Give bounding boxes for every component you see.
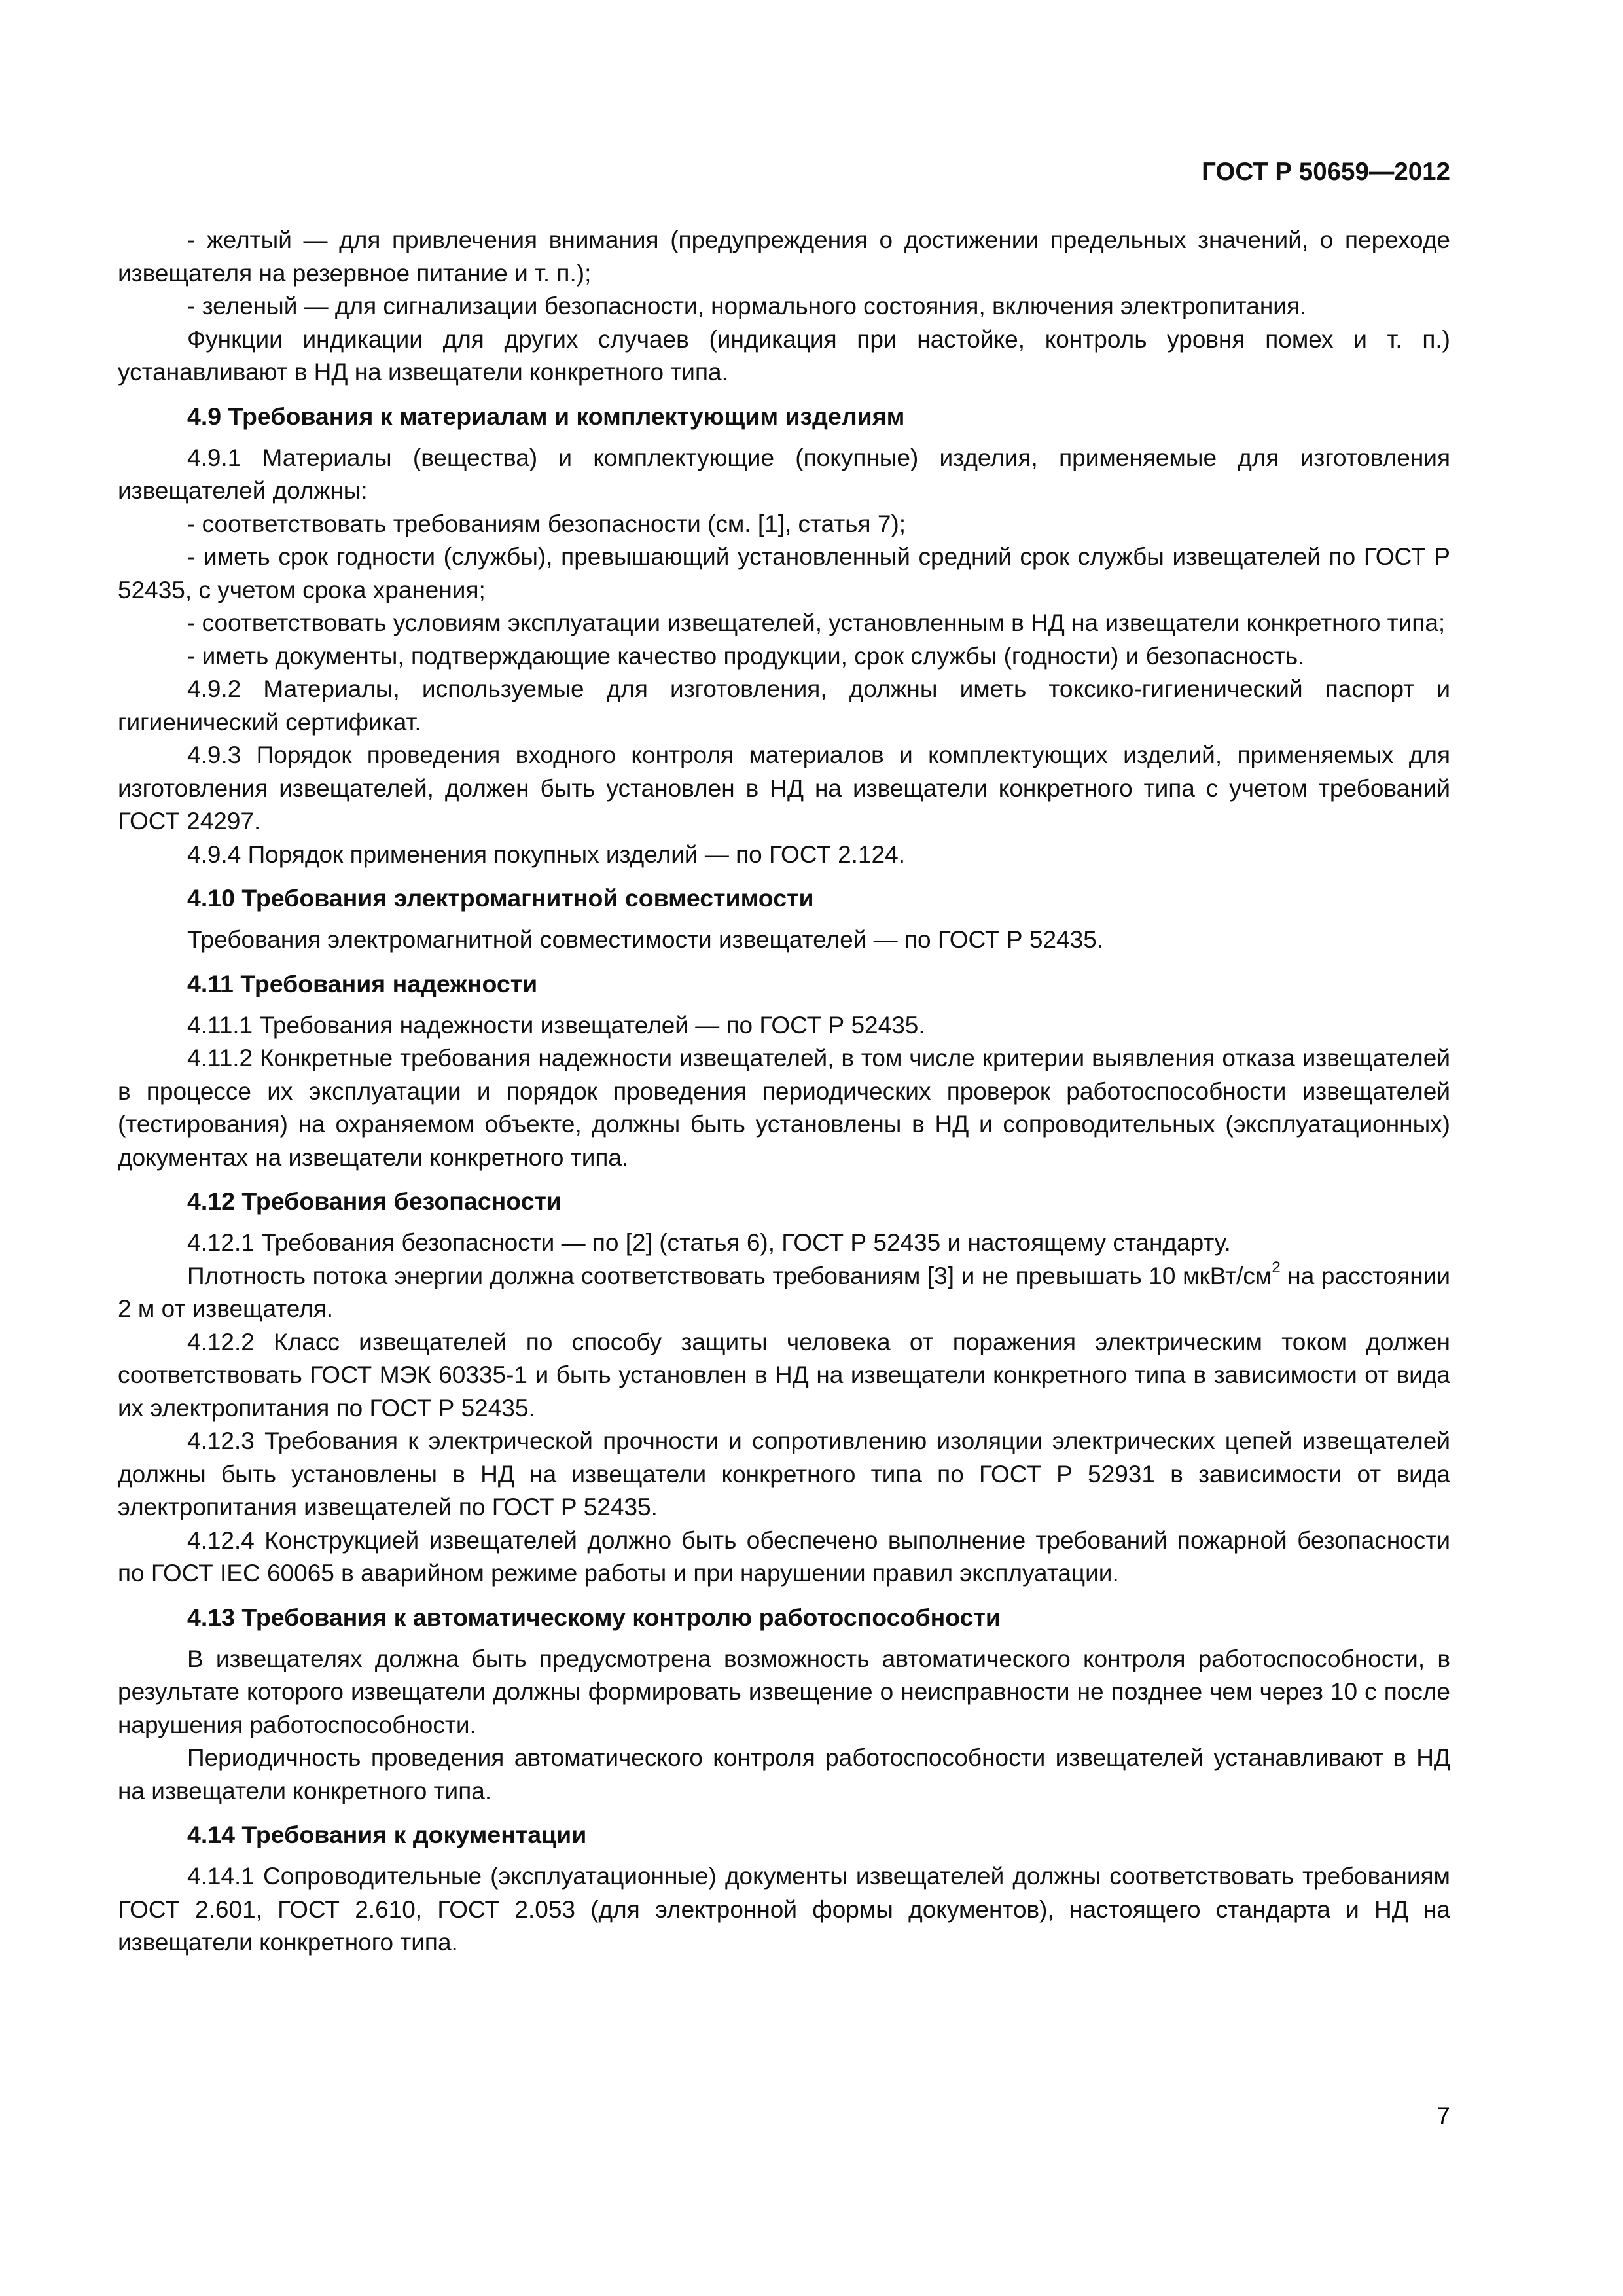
paragraph-yellow: - желтый — для привлечения внимания (предупреждения о достижении предельных значений, о переходе извещателя на резервное питание и т. п.); xyxy=(118,226,1450,287)
paragraph-4-12-2: 4.12.2 Класс извещателей по способу защиты человека от поражения электрическим током должен соответствовать ГОСТ МЭК 60335-1 и быть установлен в НД на извещатели конкретного типа в зависимости от вида их электропитания по ГОСТ Р 52435. xyxy=(118,1328,1450,1422)
section-heading-4-14: 4.14 Требования к документации xyxy=(187,1821,587,1848)
energy-density-text: Плотность потока энергии должна соответствовать требованиям [3] и не превышать 10 мкВт/см xyxy=(187,1262,1272,1289)
section-heading-4-10: 4.10 Требования электромагнитной совместимости xyxy=(187,884,814,912)
energy-density-distance: на расстоянии 2 м от извещателя. xyxy=(118,1262,1451,1322)
section-heading-4-9: 4.9 Требования к материалам и комплектующим изделиям xyxy=(187,402,905,430)
paragraph-4-10: Требования электромагнитной совместимости извещателей — по ГОСТ Р 52435. xyxy=(187,926,1104,953)
paragraph-energy-density xyxy=(118,1260,1450,1326)
list-item-documents: - иметь документы, подтверждающие качество продукции, срок службы (годности) и безопасность. xyxy=(187,642,1305,670)
list-item-shelf-life: - иметь срок годности (службы), превышающий установленный средний срок службы извещателей по ГОСТ Р 52435, с учетом срока хранения; xyxy=(118,543,1450,603)
paragraph-green: - зеленый — для сигнализации безопасности, нормального состояния, включения электропитания. xyxy=(187,293,1307,319)
paragraph-4-12-1: 4.12.1 Требования безопасности — по [2] (статья 6), ГОСТ Р 52435 и настоящему стандарту. xyxy=(187,1229,1231,1256)
section-heading-4-12: 4.12 Требования безопасности xyxy=(187,1187,562,1215)
paragraph-4-12-3: 4.12.3 Требования к электрической прочности и сопротивлению изоляции электрических цепей извещателей должны быть установлены в НД на извещатели конкретного типа по ГОСТ Р 52931 в зависимости от вида электропитания извещателей по ГОСТ Р 52435. xyxy=(118,1427,1450,1520)
paragraph-4-13-a: В извещателях должна быть предусмотрена возможность автоматического контроля работоспособности, в результате которого извещатели должны формировать извещение о неисправности не позднее чем через 10 с после нарушения работоспособности. xyxy=(118,1645,1450,1738)
page-number: 7 xyxy=(1436,2102,1450,2129)
paragraph-4-9-2: 4.9.2 Материалы, используемые для изготовления, должны иметь токсико-гигиенический паспорт и гигиенический сертификат. xyxy=(118,675,1450,736)
paragraph-4-11-1: 4.11.1 Требования надежности извещателей — по ГОСТ Р 52435. xyxy=(187,1011,925,1039)
paragraph-4-14-1: 4.14.1 Сопроводительные (эксплуатационные) документы извещателей должны соответствовать требованиям ГОСТ 2.601, ГОСТ 2.610, ГОСТ 2.053 (для электронной формы документов), настоящего стандарта и НД на извещатели конкретного типа. xyxy=(118,1863,1450,1956)
paragraph-4-9-1: 4.9.1 Материалы (вещества) и комплектующие (покупные) изделия, применяемые для изготовления извещателей должны: xyxy=(118,444,1450,504)
list-item-conditions: - соответствовать условиям эксплуатации извещателей, установленным в НД на извещатели конкретного типа; xyxy=(187,609,1446,636)
section-heading-4-13: 4.13 Требования к автоматическому контролю работоспособности xyxy=(187,1603,1001,1631)
paragraph-4-13-b: Периодичность проведения автоматического контроля работоспособности извещателей устанавливают в НД на извещатели конкретного типа. xyxy=(118,1744,1450,1804)
paragraph-4-9-3: 4.9.3 Порядок проведения входного контроля материалов и комплектующих изделий, применяемых для изготовления извещателей, должен быть установлен в НД на извещатели конкретного типа с учетом требований ГОСТ 24297. xyxy=(118,742,1450,834)
paragraph-indication: Функции индикации для других случаев (индикация при настойке, контроль уровня помех и т. п.) устанавливают в НД на извещатели конкретного типа. xyxy=(118,325,1450,386)
paragraph-4-12-4: 4.12.4 Конструкцией извещателей должно быть обеспечено выполнение требований пожарной безопасности по ГОСТ IEC 60065 в аварийном режиме работы и при нарушении правил эксплуатации. xyxy=(118,1526,1450,1587)
paragraph-4-9-4: 4.9.4 Порядок применения покупных изделий — по ГОСТ 2.124. xyxy=(187,840,905,868)
paragraph-4-11-2: 4.11.2 Конкретные требования надежности извещателей, в том числе критерии выявления отказа извещателей в процессе их эксплуатации и порядок проведения периодических проверок работоспособности извещателей (тестирования) на охраняемом объекте, должны быть установлены в НД и сопроводительных (эксплуатационных) документах на извещатели конкретного типа. xyxy=(118,1045,1450,1171)
document-id-header: ГОСТ Р 50659—2012 xyxy=(1202,158,1450,186)
section-heading-4-11: 4.11 Требования надежности xyxy=(187,969,538,997)
superscript-2: 2 xyxy=(1272,1259,1281,1277)
list-item-safety: - соответствовать требованиям безопасности (см. [1], статья 7); xyxy=(187,510,906,537)
